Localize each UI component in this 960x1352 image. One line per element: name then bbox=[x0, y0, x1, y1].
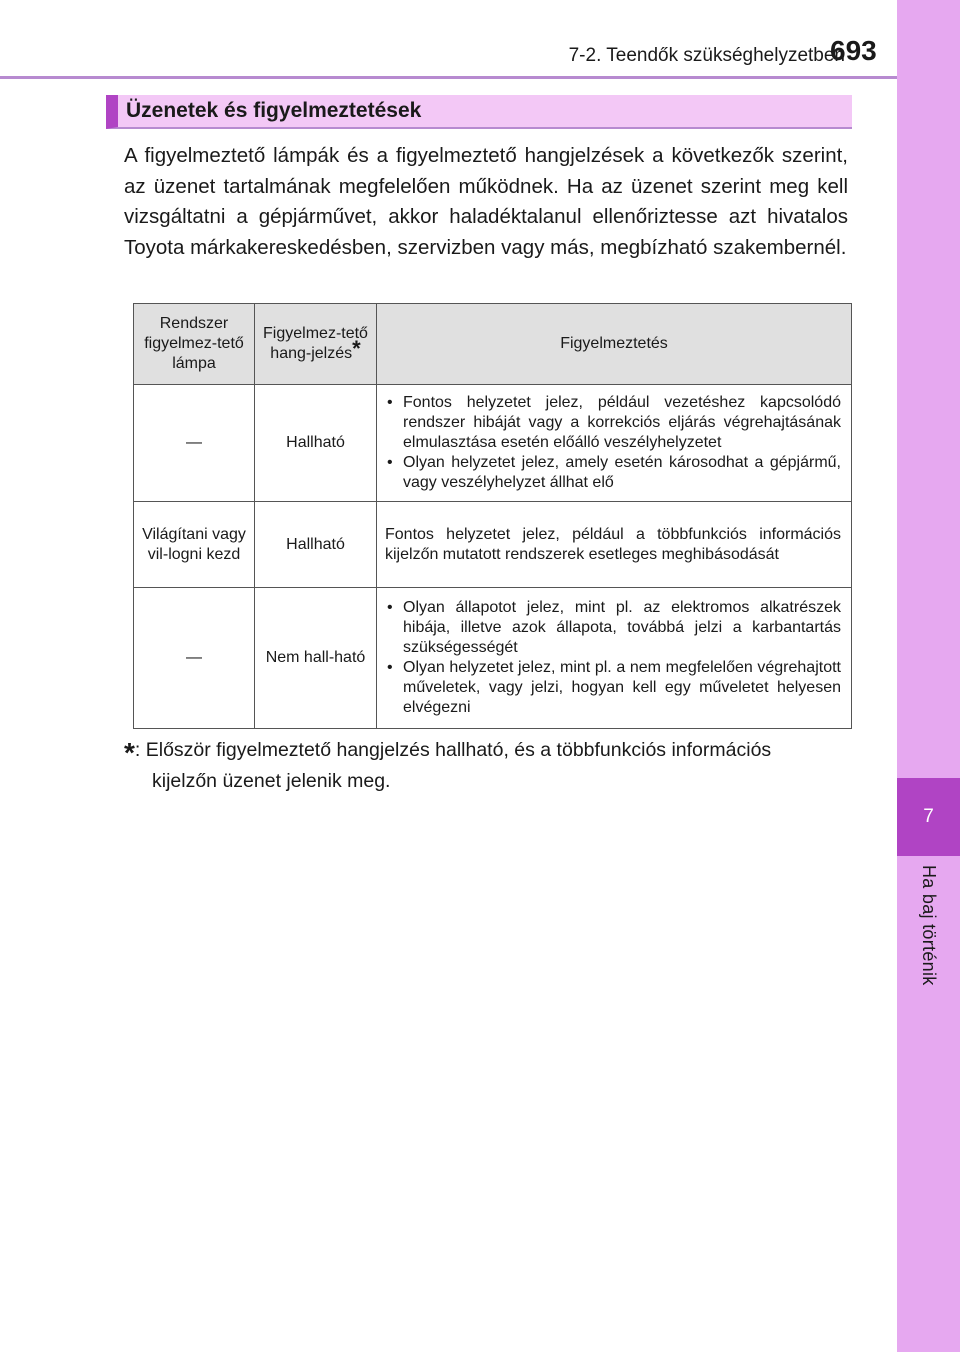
chapter-title-vertical bbox=[897, 865, 960, 1015]
cell-sound: Hallható bbox=[255, 502, 377, 588]
cell-sound: Nem hall-ható bbox=[255, 588, 377, 729]
footnote-text-continued: kijelzőn üzenet jelenik meg. bbox=[152, 770, 391, 792]
cell-lamp: — bbox=[134, 385, 255, 502]
table-header-row bbox=[134, 304, 852, 385]
section-title: Üzenetek és figyelmeztetések bbox=[126, 99, 422, 122]
header-warning: Figyelmeztetés bbox=[377, 304, 852, 385]
footnote-star: * bbox=[124, 737, 135, 768]
section-heading-bar bbox=[106, 95, 852, 129]
list-item: • Olyan állapotot jelez, mint pl. az elektromos alkatrészek hibája, illetve azok állapota, továbbá jelzi a karbantartás szükségességét bbox=[385, 598, 841, 658]
cell-lamp: Világítani vagy vil-logni kezd bbox=[134, 502, 255, 588]
list-item: • Fontos helyzetet jelez, például vezetéshez kapcsolódó rendszer hibáját vagy a korrekciós eljárás végrehajtásának elmulasztása esetén előálló veszélyhelyzetet bbox=[385, 393, 841, 453]
page-number: 693 bbox=[830, 35, 877, 66]
table-row bbox=[134, 385, 852, 502]
list-item: • Olyan helyzetet jelez, amely esetén károsodhat a gépjármű, vagy veszélyhelyzet állhat elő bbox=[385, 453, 841, 493]
warning-table bbox=[133, 303, 852, 729]
intro-paragraph: A figyelmeztető lámpák és a figyelmeztető hangjelzések a következők szerint, az üzenet tartalmának megfelelően működnek. Ha az üzenet szerint meg kell vizsgáltatni a gépjárművet, akkor haladéktalanul ellenőriztesse azt hivatalos Toyota márkakereskedésben, szervizben vagy más, megbízható szakembernél. bbox=[124, 144, 848, 259]
header-lamp: Rendszer figyelmez-tető lámpa bbox=[134, 304, 255, 385]
header-rule bbox=[0, 76, 897, 79]
running-header-section: 7-2. Teendők szükséghelyzetben bbox=[568, 45, 845, 66]
header-sound-label: Figyelmez-tető hang-jelzés bbox=[263, 325, 368, 362]
list-item: • Olyan helyzetet jelez, mint pl. a nem megfelelően végrehajtott műveletek, vagy jelzi, hogyan kell egy műveletet helyesen elvégezni bbox=[385, 658, 841, 718]
chapter-number: 7 bbox=[897, 778, 960, 856]
cell-warning bbox=[377, 385, 852, 502]
header-sound bbox=[255, 304, 377, 385]
side-tab bbox=[897, 0, 960, 1352]
footnote-marker: * bbox=[352, 335, 361, 361]
cell-sound: Hallható bbox=[255, 385, 377, 502]
cell-warning: Fontos helyzetet jelez, például a többfunkciós információs kijelzőn mutatott rendszerek esetleges meghibásodását bbox=[377, 502, 852, 588]
cell-warning bbox=[377, 588, 852, 729]
table-row bbox=[134, 502, 852, 588]
footnote-text: : Először figyelmeztető hangjelzés hallható, és a többfunkciós információs bbox=[134, 739, 772, 761]
footnote bbox=[124, 736, 848, 795]
cell-lamp: — bbox=[134, 588, 255, 729]
table-row bbox=[134, 588, 852, 729]
chapter-title: Ha baj történik bbox=[919, 865, 939, 986]
